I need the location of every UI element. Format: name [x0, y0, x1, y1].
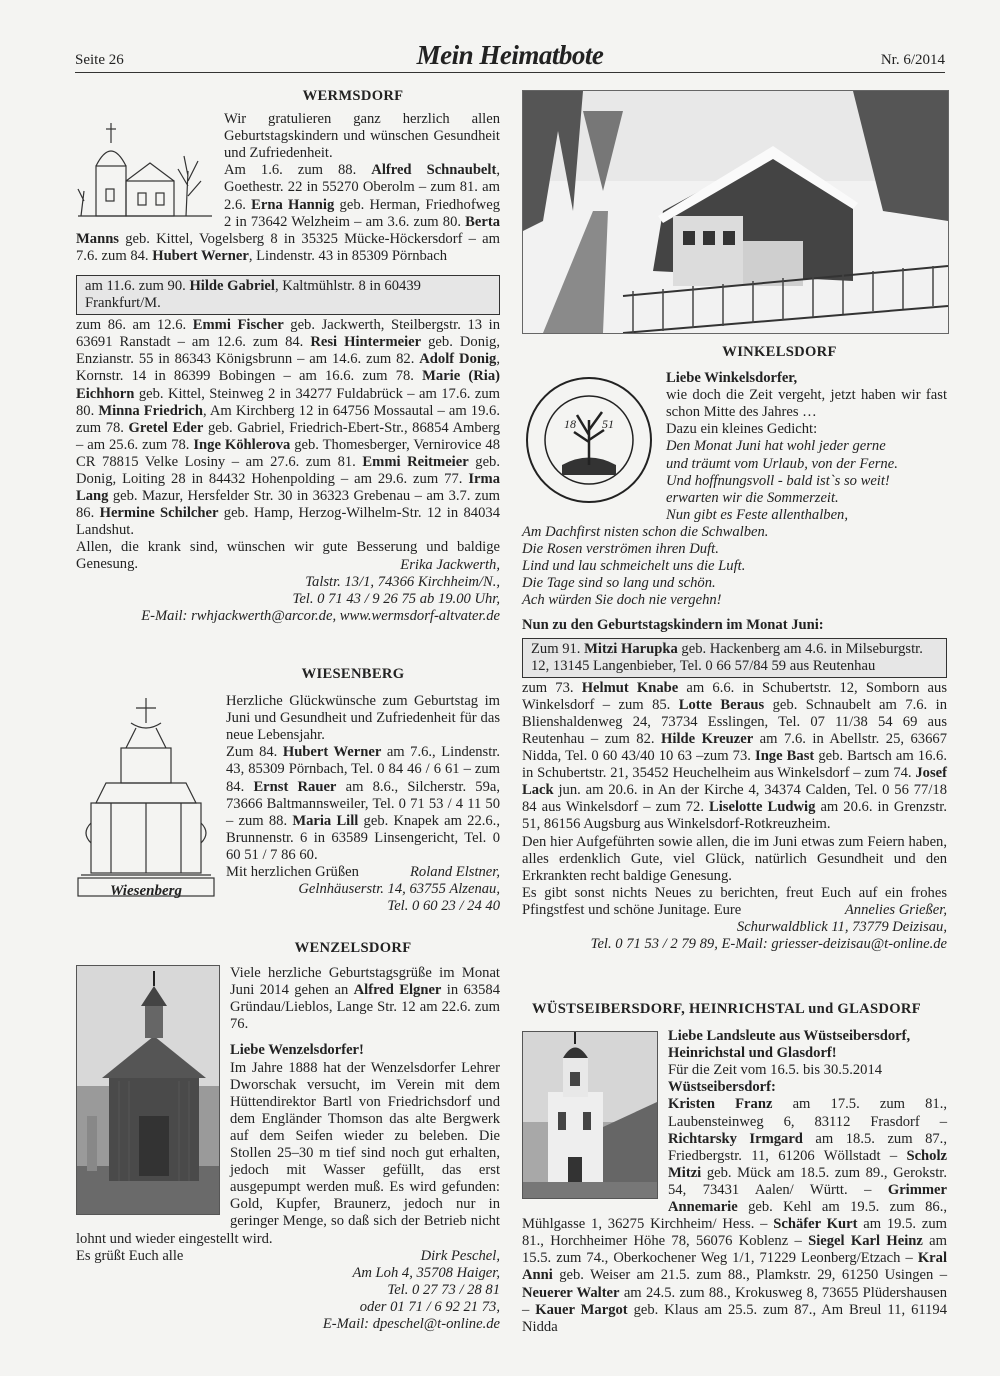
person-name: Schäfer Kurt — [773, 1216, 858, 1233]
poem-line: Den Monat Juni hat wohl jeder gerne — [666, 438, 886, 455]
svg-text:51: 51 — [602, 417, 614, 432]
poem-line: Am Dachfirst nisten schon die Schwalben. — [522, 523, 769, 540]
section-wuestseibersdorf — [522, 1001, 947, 1336]
poem-line: und träumt vom Urlaub, von der Ferne. — [666, 455, 898, 472]
wenzelsdorf-body: Im Jahre 1888 hat der Wenzelsdorfer Lehrer Dworschak versucht, im Verein mit dem Hüttendirektor Bartl von Friedrichsdorf und dem Engländer Thomson das alte Bergwerk auf dem Seifen wieder zu beleben. Die Stollen 25–30 m tief sind noch gut erhalten, jedoch mit Wasser gefüllt, das erst ausgepumpt werden muß. Es wird gefunden: Gold, Kupfer, Braunerz, jedoch nur in geringer Menge, so daß sich der Betrieb nicht lohnt und wieder eingestellt wird. — [76, 1059, 500, 1247]
person-name: Hubert Werner — [282, 744, 382, 761]
person-name: Berta Manns — [76, 213, 500, 247]
person-name: Helmut Knabe — [581, 679, 679, 696]
wermsdorf-signature — [76, 557, 500, 625]
wenzelsdorf-intro: Viele herzliche Geburtstagsgrüße im Monat Juni 2014 gehen an Alfred Elgner in 63584 Gründau/Lieblos, Lange Str. 12 am 22.6. zum 76. — [230, 965, 500, 1033]
person-name: Ernst Rauer — [253, 778, 337, 795]
person-name: Siegel Karl Heinz — [808, 1233, 923, 1250]
poem-line: Nun gibt es Feste allenthalben, — [666, 506, 848, 523]
winkelsdorf-seal-image — [522, 370, 656, 510]
signature-phone: Tel. 0 60 23 / 24 40 — [387, 898, 500, 915]
signature-address: Talstr. 13/1, 74366 Kirchheim/N., — [305, 573, 500, 590]
section-wenzelsdorf — [76, 940, 500, 1333]
winkelsdorf-closing-2: Es gibt sonst nichts Neues zu berichten, freut Euch auf ein frohes Pfingstfest und schöne Junitage. Eure — [522, 884, 947, 918]
section-winkelsdorf — [522, 344, 947, 953]
wiesenberg-image-caption: Wiesenberg — [110, 883, 182, 900]
masthead-title: Mein Heimatbote — [416, 40, 604, 70]
poem-line: Die Rosen verströmen ihren Duft. — [522, 541, 719, 558]
wenzelsdorf-signature — [76, 1265, 500, 1333]
person-name: Scholz Mitzi — [668, 1147, 947, 1181]
person-name: Resi Hintermeier — [310, 334, 422, 351]
person-name: Emmi Reitmeier — [362, 453, 469, 470]
greeting-text: Mit herzlichen Grüßen — [226, 864, 359, 881]
poem-line: erwarten wir die Sommerzeit. — [666, 489, 839, 506]
wenzelsdorf-heading: Liebe Wenzelsdorfer! — [230, 1042, 364, 1059]
wermsdorf-title: WERMSDORF — [302, 88, 404, 104]
greeting-text: Es grüßt Euch alle — [76, 1247, 184, 1264]
signature-email: E-Mail: dpeschel@t-online.de — [322, 1315, 500, 1332]
wiesenberg-intro: Herzliche Glückwünsche zum Geburtstag im Juni und Gesundheit und Zufriedenheit für das neue Lebensjahr. — [226, 693, 500, 744]
winkelsdorf-heading: Liebe Winkelsdorfer, — [666, 370, 798, 387]
wermsdorf-intro: Wir gratulieren ganz herzlich allen Geburtstagskindern und wünschen Gesundheit und Zufriedenheit. — [224, 111, 500, 162]
person-name: Alfred Elgner — [353, 982, 442, 999]
person-name: Kristen Franz — [668, 1096, 773, 1113]
winkelsdorf-intro: wie doch die Zeit vergeht, jetzt haben wir fast schon Mitte des Jahres … — [666, 387, 947, 421]
wermsdorf-list-2: zum 86. am 12.6. Emmi Fischer geb. Jackwerth, Steilbergstr. 13 in 63691 Ranstadt – am 12.6. zum 84. Resi Hintermeier geb. Donig, Enzianstr. 55 in 86343 Königsbrunn – am 14.6. zum 82. Adolf Donig, Kornstr. 14 in 86399 Bobingen – am 16.6. zum 78. Marie (Ria) Eichhorn geb. Kittel, Steinweg 2 in 34277 Fuldabrück – am 17.6. zum 80. Minna Friedrich, Am Kirchberg 12 in 64756 Mossautal – am 19.6. zum 78. Gretel Eder geb. Gabriel, Friedrich-Ebert-Str., 86854 Amberg – am 25.6. zum 78. Inge Köhlerova geb. Thomesberger, Vernirovice 48 CR 78815 Velke Losiny – am 27.6. zum 81. Emmi Reitmeier geb. Donig, Loiting 28 in 84432 Hohenpolding – am 29.6. zum 77. Irma Lang geb. Mazur, Hersfelder Str. 30 in 36323 Grebenau – am 3.7. zum 86. Hermine Schilcher geb. Hamp, Herzog-Wilhelm-Str. 12 in 84034 Landshut. — [76, 317, 501, 539]
wuest-subheading: Wüstseibersdorf: — [668, 1079, 776, 1096]
chapel-photo-image — [76, 965, 220, 1215]
wuest-list: Kristen Franz am 17.5. zum 81., Laubensteinweg 6, 83112 Frasdorf – Richtarsky Irmgard am 18.5. zum 87., Friedbergstr. 11, 61206 Wöllstadt – Scholz Mitzi geb. Mück am 18.5. zum 89., Gerokstr. 54, 73431 Aalen/ Württ. – Grimmer Annemarie geb. Kehl am 19.5. zum 86., Mühlgasse 1, 36275 Kirchheim/ Hess. – Schäfer Kurt am 19.5. zum 81., Horchheimer Höhe 78, 56076 Koblenz – Siegel Karl Heinz am 15.5. zum 74., Oberkochener Weg 1/1, 71229 Leonberg/Etzach – Kral Anni geb. Weiser am 21.5. zum 88., Plamkstr. 29, 61250 Usingen – Neuerer Walter am 24.5. zum 88., Krokusweg 8, 73655 Plüdershausen – Kauer Margot geb. Klaus am 25.5. zum 87., Am Breul 11, 61194 Nidda — [522, 1096, 948, 1335]
wiesenberg-list: Zum 84. Hubert Werner am 7.6., Lindenstr. 43, 85309 Pörnbach, Tel. 0 84 46 / 6 61 – zum 84. Ernst Rauer am 8.6., Silcherstr. 59a, 73666 Baltmannsweiler, Tel. 0 71 53 / 4 11 50 – zum 88. Maria Lill geb. Knapek am 22.6., Brunnenstr. 6 in 63589 Linsengericht, Tel. 0 60 51 / 7 86 60. — [226, 744, 500, 863]
person-name: Liselotte Ludwig — [709, 799, 816, 816]
signature-name: Erika Jackwerth, — [400, 556, 500, 573]
church-photo-image — [522, 1031, 658, 1199]
section-wermsdorf — [76, 88, 500, 625]
signature-address: Gelnhäuserstr. 14, 63755 Alzenau, — [298, 881, 500, 898]
wenzelsdorf-greeting — [76, 1248, 500, 1265]
signature-name: Annelies Grießer, — [844, 902, 947, 918]
person-name: Mitzi Harupka — [584, 640, 678, 657]
church-drawing-image — [76, 111, 214, 221]
poem-line: Und hoffnungsvoll - bald ist`s so weit! — [666, 472, 890, 489]
winkelsdorf-highlight-box: Zum 91. Mitzi Harupka geb. Hackenberg am 4.6. in Milseburgstr. 12, 13145 Langenbieber, Tel. 0 66 57/84 59 aus Reutenhau — [522, 638, 947, 678]
issue-number: Nr. 6/2014 — [880, 52, 945, 68]
poem-line: Lind und lau schmeichelt uns die Luft. — [522, 558, 746, 575]
person-name: Maria Lill — [292, 812, 359, 829]
fountain-drawing-image — [76, 693, 216, 918]
person-name: Grimmer Annemarie — [668, 1181, 947, 1216]
person-name: Hilde Gabriel — [189, 277, 275, 294]
signature-mobile: oder 01 71 / 6 92 21 73, — [359, 1298, 500, 1315]
person-name: Alfred Schnaubelt — [371, 162, 497, 179]
person-name: Hermine Schilcher — [99, 505, 219, 522]
person-name: Hubert Werner — [152, 247, 249, 264]
signature-name: Dirk Peschel, — [420, 1247, 500, 1264]
winkelsdorf-village-photo-image — [522, 90, 949, 334]
wuest-heading: Liebe Landsleute aus Wüstseibersdorf, Heinrichstal und Glasdorf! — [668, 1028, 911, 1062]
person-name: Neuerer Walter — [522, 1284, 620, 1301]
person-name: Inge Köhlerova — [193, 436, 291, 453]
person-name: Irma Lang — [76, 470, 500, 505]
signature-address: Am Loh 4, 35708 Haiger, — [352, 1264, 500, 1281]
page-header — [75, 40, 945, 73]
person-name: Kral Anni — [522, 1250, 947, 1284]
person-name: Richtarsky Irmgard — [668, 1130, 803, 1147]
wiesenberg-title: WIESENBERG — [301, 666, 405, 682]
winkelsdorf-closing-1: Den hier Aufgeführten sowie allen, die im Juni etwas zum Feiern haben, alles erdenklich Gute, viel Glück, natürlich Gesundheit und den Erkrankten recht baldige Genesung. — [522, 833, 947, 884]
page-number: Seite 26 — [75, 52, 124, 68]
wuest-title: WÜSTSEIBERSDORF, HEINRICHSTAL und GLASDORF — [532, 1001, 921, 1017]
person-name: Erna Hannig — [251, 196, 335, 213]
wermsdorf-closing: Allen, die krank sind, wünschen wir gute Besserung und baldige Genesung. — [76, 539, 500, 573]
signature-email: E-Mail: rwhjackwerth@arcor.de, www.wermsdorf-altvater.de — [141, 607, 500, 624]
winkelsdorf-subheading: Nun zu den Geburtstagskindern im Monat Juni: — [522, 617, 824, 634]
person-name: Adolf Donig — [419, 351, 497, 368]
person-name: Gretel Eder — [128, 419, 204, 436]
section-wiesenberg — [76, 666, 500, 918]
wenzelsdorf-title: WENZELSDORF — [294, 940, 412, 956]
person-name: Josef Lack — [522, 765, 947, 799]
signature-address: Schurwaldblick 11, 73779 Deizisau, — [736, 919, 947, 936]
poem-line: Ach würden Sie doch nie vergehn! — [522, 592, 722, 609]
signature-name: Roland Elstner, — [410, 864, 500, 881]
signature-phone: Tel. 0 71 43 / 9 26 75 ab 19.00 Uhr, — [292, 590, 500, 607]
poem-line: Die Tage sind so lang und schön. — [522, 575, 716, 592]
wuest-period: Für die Zeit vom 16.5. bis 30.5.2014 — [668, 1062, 883, 1079]
winkelsdorf-poem-lead: Dazu ein kleines Gedicht: — [666, 421, 818, 438]
person-name: Hilde Kreuzer — [661, 730, 754, 747]
svg-text:18: 18 — [564, 417, 576, 432]
wermsdorf-highlight-box: am 11.6. zum 90. Hilde Gabriel, Kaltmühlstr. 8 in 60439 Frankfurt/M. — [76, 275, 500, 315]
winkelsdorf-list: zum 73. Helmut Knabe am 6.6. in Schubertstr. 12, Somborn aus Winkelsdorf – zum 85. Lotte Beraus geb. Schnaubelt am 7.6. in Blienshaldenweg 24, 73734 Esslingen, Tel. 07 11/38 54 69 aus Reutenhau – zum 82. Hilde Kreuzer am 7.6. in Abellstr. 25, 63667 Nidda, Tel. 0 60 43/40 10 63 –zum 73. Inge Bast geb. Bartsch am 16.6. in Schubertstr. 21, 35452 Heuchelheim aus Winkelsdorf – zum 74. Josef Lack jun. am 20.6. in An der Kirche 4, 34374 Calden, Tel. 0 56 77/18 84 aus Winkelsdorf – zum 72. Liselotte Ludwig am 20.6. in Grenzstr. 51, 86156 Augsburg aus Winkelsdorf-Rotkreuzheim. — [522, 679, 947, 833]
person-name: Marie (Ria) Eichhorn — [76, 368, 500, 402]
winkelsdorf-title: WINKELSDORF — [722, 344, 837, 360]
person-name: Inge Bast — [755, 748, 815, 765]
person-name: Minna Friedrich — [98, 402, 203, 419]
person-name: Kauer Margot — [535, 1301, 628, 1318]
person-name: Lotte Beraus — [678, 696, 765, 713]
person-name: Emmi Fischer — [192, 317, 284, 334]
signature-phone: Tel. 0 27 73 / 28 81 — [387, 1281, 500, 1298]
wermsdorf-list-1: Am 1.6. zum 88. Alfred Schnaubelt, Goethestr. 22 in 55270 Oberolm – zum 81. am 2.6. Erna Hannig geb. Herman, Friedhofweg 2 in 73642 Welzheim – am 3.6. zum 80. Berta Manns geb. Kittel, Vogelsberg 8 in 35325 Mücke-Höckersdorf – am 7.6. zum 84. Hubert Werner, Lindenstr. 43 in 85309 Pörnbach — [76, 162, 500, 264]
signature-contact: Tel. 0 71 53 / 2 79 89, E-Mail: griesser-deizisau@t-online.de — [590, 936, 947, 953]
